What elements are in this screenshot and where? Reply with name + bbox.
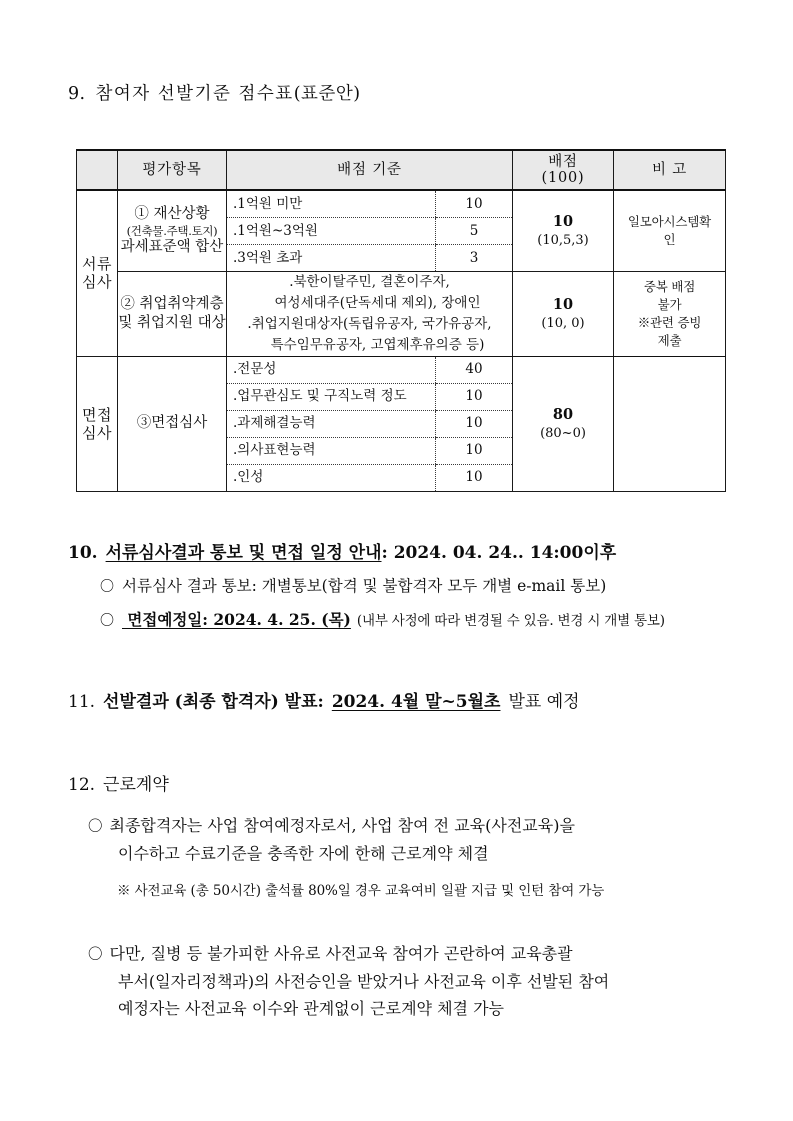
item-property-status-sub: (건축물.주택.토지) xyxy=(126,223,218,238)
section-11-heading xyxy=(68,687,580,712)
section-11-number: 11. xyxy=(68,692,96,712)
header-scoring-criteria: 배점 기준 xyxy=(227,150,513,190)
item-vulnerable-line1: ② 취업취약계층 xyxy=(120,296,224,313)
section-12-note: ※ 사전교육 (총 50시간) 출석률 80%일 경우 교육여비 일괄 지급 및 인턴 참여 가능 xyxy=(117,883,605,899)
remarks-property-status xyxy=(614,190,726,272)
criteria-row xyxy=(227,437,512,464)
remarks-vulnerable-employment xyxy=(614,272,726,357)
remarks-line: 일모아시스템확 xyxy=(627,213,712,229)
points-breakdown: (10, 0) xyxy=(541,315,585,331)
criteria-value: 10 xyxy=(436,191,513,218)
bullet-2-line-1 xyxy=(88,940,768,968)
header-remarks: 비 고 xyxy=(614,150,726,190)
interview-date-note: (내부 사정에 따라 변경될 수 있음. 변경 시 개별 통보) xyxy=(356,613,665,629)
category-interview-line1: 면접 xyxy=(82,405,112,424)
points-value: 10 xyxy=(552,296,574,314)
criteria-label: .1억원~3억원 xyxy=(227,218,436,245)
section-11-lead: 선발결과 (최종 합격자) 발표: xyxy=(103,692,324,712)
bullet-1-text-line2: 이수하고 수료기준을 충족한 자에 한해 근로계약 체결 xyxy=(118,843,489,863)
item-property-status-title: ① 재산상황 xyxy=(134,206,210,223)
section-12-bullet-1 xyxy=(88,812,748,867)
bullet-marker: 〇 xyxy=(100,613,114,629)
criteria-label: .3억원 초과 xyxy=(233,249,303,266)
points-property-status xyxy=(513,190,614,272)
section-9-title: 참여자 선발기준 점수표 xyxy=(95,84,294,104)
criteria-label: .의사표현능력 xyxy=(227,437,436,464)
criteria-label: .인성 xyxy=(233,469,264,486)
section-12-number: 12. xyxy=(68,775,96,795)
criteria-value: 5 xyxy=(436,218,513,245)
table-row xyxy=(77,272,726,357)
header-evaluation-item: 평가항목 xyxy=(118,150,227,190)
criteria-subtable-interview xyxy=(227,357,512,491)
section-12-bullet-2 xyxy=(88,940,768,1023)
section-10-heading xyxy=(68,538,616,563)
table-row xyxy=(77,356,726,491)
bullet-2-text-line1: 다만, 질병 등 불가피한 사유로 사전교육 참여가 곤란하여 교육총괄 xyxy=(109,944,573,963)
criteria-row xyxy=(227,464,512,491)
interview-date-underlined: 면접예정일: 2024. 4. 25. (목) xyxy=(122,610,351,629)
section-10-number: 10. xyxy=(68,543,98,563)
header-blank xyxy=(77,150,118,190)
section-12-title: 근로계약 xyxy=(103,775,169,795)
item-vulnerable-employment xyxy=(118,272,227,357)
bullet-text: 서류심사 결과 통보: 개별통보(합격 및 불합격자 모두 개별 e-mail 통보) xyxy=(122,577,607,595)
section-10-bullet-1 xyxy=(100,574,606,596)
table-header-row xyxy=(77,150,726,190)
section-9-title-paren: (표준안) xyxy=(293,84,361,104)
item-property-status xyxy=(118,190,227,272)
criteria-value: 40 xyxy=(436,357,513,384)
category-interview-line2: 심사 xyxy=(82,423,112,442)
remarks-line: 인 xyxy=(663,232,676,247)
bullet-1-text-line1: 최종합격자는 사업 참여예정자로서, 사업 참여 전 교육(사전교육)을 xyxy=(109,816,575,835)
bullet-2-text-line3: 예정자는 사전교육 이수와 관계없이 근로계약 체결 가능 xyxy=(118,999,505,1019)
section-10-title-underlined: 서류심사결과 통보 및 면접 일정 안내 xyxy=(105,543,382,563)
criteria-value: 10 xyxy=(436,383,513,410)
criteria-row xyxy=(227,191,512,218)
criteria-vulnerable-employment xyxy=(227,272,513,357)
criteria-line: .취업지원대상자(독립유공자, 국가유공자, xyxy=(247,315,492,332)
remarks-line: 제출 xyxy=(657,332,682,348)
item-interview-review xyxy=(118,356,227,491)
criteria-label: .업무관심도 및 구직노력 정도 xyxy=(227,383,436,410)
criteria-line: .북한이탈주민, 결혼이주자, xyxy=(289,274,450,290)
bullet-marker: 〇 xyxy=(88,947,103,963)
category-document-review-line1: 서류 xyxy=(82,255,112,274)
item-interview-title: ③면접심사 xyxy=(136,415,208,432)
criteria-subtable-property xyxy=(227,191,512,271)
section-11-announce-date: 2024. 4월 말~5월초 xyxy=(331,692,501,712)
bullet-2-text-line2: 부서(일자리정책과)의 사전승인을 받았거나 사전교육 이후 선발된 참여 xyxy=(118,971,610,991)
criteria-row xyxy=(227,357,512,384)
section-12-heading xyxy=(68,770,169,795)
points-vulnerable-employment xyxy=(513,272,614,357)
criteria-line: 특수임무유공자, 고엽제후유의증 등) xyxy=(270,336,485,353)
criteria-label: .과제해결능력 xyxy=(227,410,436,437)
points-interview xyxy=(513,356,614,491)
category-document-review xyxy=(77,190,118,356)
bullet-marker: 〇 xyxy=(88,819,103,835)
section-10-bullet-2 xyxy=(100,608,665,630)
criteria-label: .전문성 xyxy=(227,357,436,384)
remarks-line: 중복 배점 xyxy=(643,278,696,294)
remarks-line: 불가 xyxy=(657,296,682,312)
section-9-heading xyxy=(68,80,361,105)
remarks-interview xyxy=(614,356,726,491)
criteria-value: 10 xyxy=(436,464,513,491)
bullet-marker: 〇 xyxy=(100,579,114,595)
criteria-row xyxy=(227,383,512,410)
criteria-line: 여성세대주(단독세대 제외), 장애인 xyxy=(274,294,481,311)
criteria-value: 3 xyxy=(436,245,513,272)
header-points-line1: 배점 xyxy=(548,153,578,170)
item-vulnerable-line2: 및 취업지원 대상 xyxy=(118,314,226,331)
header-points xyxy=(513,150,614,190)
criteria-value: 10 xyxy=(436,410,513,437)
category-document-review-line2: 심사 xyxy=(82,273,112,292)
section-9-number: 9. xyxy=(68,84,86,104)
criteria-row xyxy=(227,410,512,437)
criteria-row xyxy=(227,245,512,272)
points-breakdown: (80~0) xyxy=(540,425,586,441)
criteria-row xyxy=(227,218,512,245)
bullet-1-line-1 xyxy=(88,812,748,840)
remarks-line: ※관련 증빙 xyxy=(637,314,702,330)
table-row xyxy=(77,190,726,272)
points-breakdown: (10,5,3) xyxy=(537,233,589,248)
category-interview xyxy=(77,356,118,491)
criteria-value: 10 xyxy=(436,437,513,464)
points-value: 80 xyxy=(552,406,574,424)
criteria-interview xyxy=(227,356,513,491)
item-property-status-line3: 과세표준액 합산 xyxy=(120,239,224,256)
criteria-label: .1억원 미만 xyxy=(227,191,436,218)
criteria-property-status xyxy=(227,190,513,272)
section-10-title-rest: : 2024. 04. 24.. 14:00이후 xyxy=(381,543,617,563)
selection-criteria-score-table xyxy=(76,149,726,492)
section-11-tail: 발표 예정 xyxy=(508,692,580,712)
points-value: 10 xyxy=(552,213,574,231)
header-points-line2: (100) xyxy=(541,170,585,186)
